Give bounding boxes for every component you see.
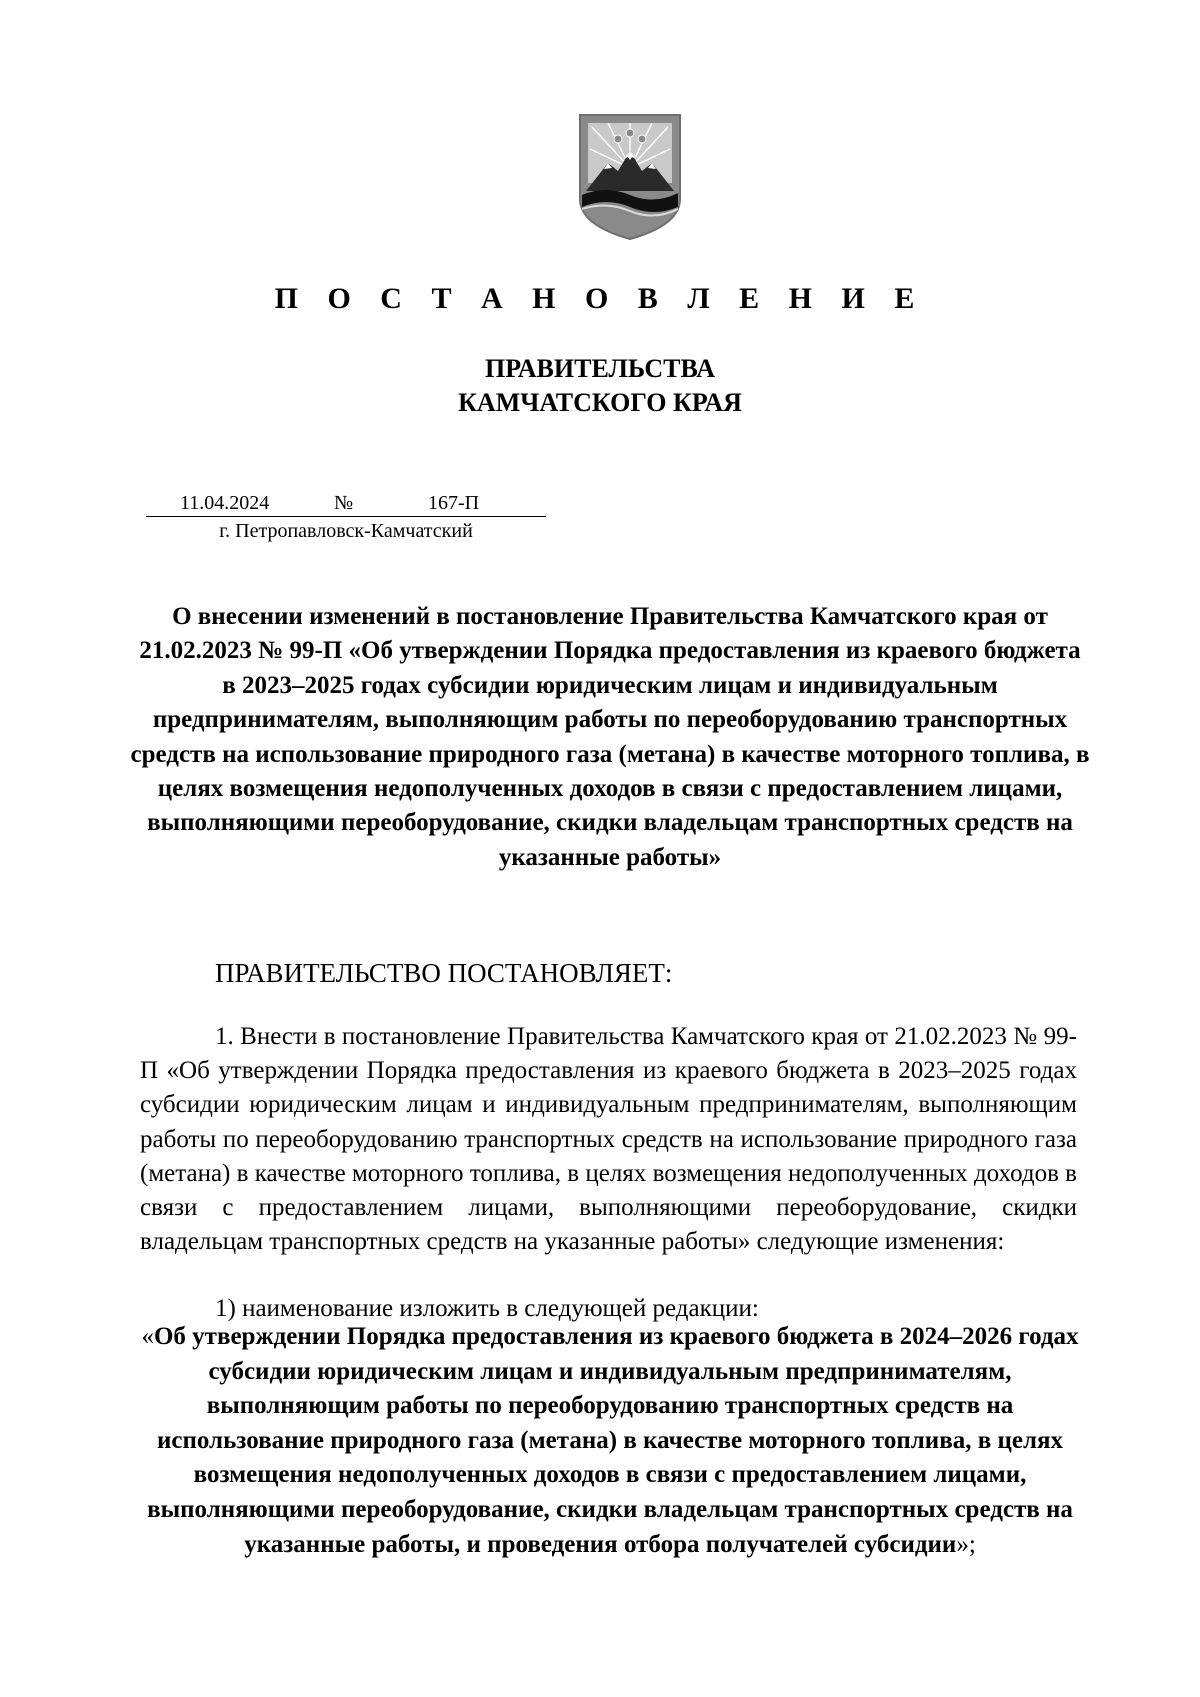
date-number-underline bbox=[146, 516, 546, 517]
document-date: 11.04.2024 bbox=[180, 492, 270, 514]
issuing-city: г. Петропавловск-Камчатский bbox=[219, 520, 473, 542]
document-number: 167-П bbox=[428, 492, 480, 514]
coat-of-arms-icon bbox=[578, 113, 682, 241]
number-sign: № bbox=[334, 492, 354, 514]
authority-line-1: ПРАВИТЕЛЬСТВА bbox=[485, 354, 715, 383]
date-number-line bbox=[146, 490, 546, 520]
document-type-heading: П О С Т А Н О В Л Е Н И Е bbox=[274, 282, 926, 315]
authority-line-2: КАМЧАТСКОГО КРАЯ bbox=[458, 388, 742, 417]
new-title-quote bbox=[130, 1320, 1090, 1562]
quote-open-mark: « bbox=[141, 1323, 154, 1350]
decree-heading: ПРАВИТЕЛЬСТВО ПОСТАНОВЛЯЕТ: bbox=[215, 958, 673, 988]
issuing-authority bbox=[0, 352, 1200, 420]
new-title-text: Об утверждении Порядка предоставления из краевого бюджета в 2024–2026 годах субсидии юридическим лицам и индивидуальным предпринимателям, выполняющим работы по переоборудованию транспортных средств на использование природного газа (метана) в качестве моторного топлива, в целях возмещения недополученных доходов в связи с предоставлением лицами, выполняющими переоборудование, скидки владельцам транспортных средств на указанные работы, и проведения отбора получателей субсидии bbox=[147, 1323, 1079, 1558]
document-title: О внесении изменений в постановление Правительства Камчатского края от 21.02.2023 № 99-П «Об утверждении Порядка предоставления из краевого бюджета в 2023–2025 годах субсидии юридическим лицам и индивидуальным предпринимателям, выполняющим работы по переоборудованию транспортных средств на использование природного газа (метана) в качестве моторного топлива, в целях возмещения недополученных доходов в связи с предоставлением лицами, выполняющими переоборудование, скидки владельцам транспортных средств на указанные работы» bbox=[130, 603, 1090, 871]
subitem-1: 1) наименование изложить в следующей редакции: bbox=[215, 1295, 759, 1322]
quote-close-mark: »; bbox=[956, 1530, 976, 1558]
paragraph-1: 1. Внести в постановление Правительства Камчатского края от 21.02.2023 № 99-П «Об утверждении Порядка предоставления из краевого бюджета в 2023–2025 годах субсидии юридическим лицам и индивидуальным предпринимателям, выполняющим работы по переоборудованию транспортных средств на использование природного газа (метана) в качестве моторного топлива, в целях возмещения недополученных доходов в связи с предоставлением лицами, выполняющими переоборудование, скидки владельцам транспортных средств на указанные работы» следующие изменения: bbox=[140, 1023, 1077, 1256]
